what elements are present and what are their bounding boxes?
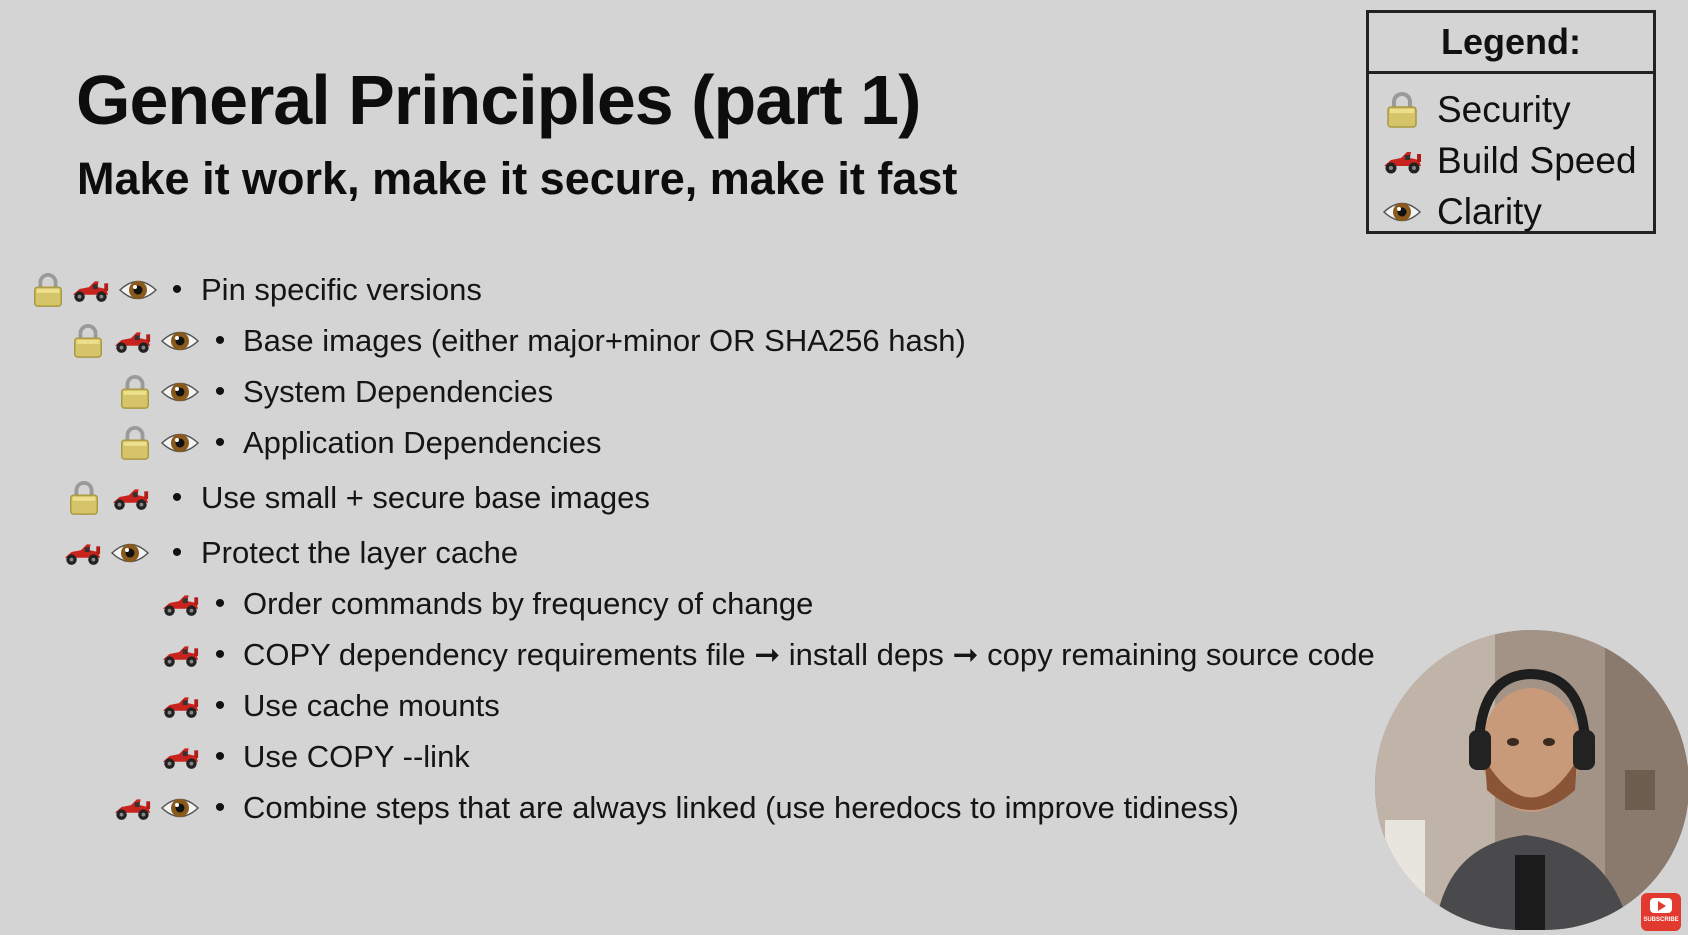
eye-icon [118, 272, 158, 308]
presenter-webcam [1375, 630, 1688, 930]
race-car-icon [1381, 142, 1423, 180]
bullet-item [0, 786, 1400, 830]
eye-icon [160, 790, 200, 826]
bullet-item [0, 735, 1400, 779]
bullet-item [0, 684, 1400, 728]
slide-subtitle: Make it work, make it secure, make it fast [77, 153, 958, 204]
bullet-item [0, 582, 1400, 626]
subscribe-label: SUBSCRIBE [1643, 917, 1679, 923]
legend-heading: Legend: [1369, 13, 1653, 74]
legend-item-clarity [1381, 187, 1542, 237]
bullet-item [0, 633, 1400, 677]
bullet-text: Use COPY --link [243, 739, 470, 774]
legend-label-build-speed: Build Speed [1437, 140, 1637, 181]
race-car-icon [160, 688, 200, 724]
bullet-marker: • [171, 273, 183, 306]
bullet-marker: • [214, 689, 226, 722]
race-car-icon [160, 739, 200, 775]
race-car-icon [112, 323, 152, 359]
lock-icon [68, 323, 108, 359]
race-car-icon [70, 272, 110, 308]
eye-icon [160, 323, 200, 359]
bullet-marker: • [171, 481, 183, 514]
bullet-marker: • [171, 536, 183, 569]
bullet-text: Use cache mounts [243, 688, 500, 723]
bullet-item [0, 421, 1400, 465]
bullet-text: COPY dependency requirements file ➞ install deps ➞ copy remaining source code [243, 637, 1375, 672]
subscribe-button[interactable] [1641, 893, 1681, 931]
bullet-marker: • [214, 740, 226, 773]
lock-icon [115, 425, 155, 461]
race-car-icon [112, 790, 152, 826]
legend-label-security: Security [1437, 89, 1571, 130]
race-car-icon [110, 480, 150, 516]
bullet-item [0, 370, 1400, 414]
legend-item-security [1381, 85, 1571, 135]
legend-label-clarity: Clarity [1437, 191, 1542, 232]
legend-item-build-speed [1381, 136, 1637, 186]
lock-icon [1381, 91, 1423, 129]
play-icon [1650, 898, 1672, 913]
bullet-marker: • [214, 791, 226, 824]
bullet-marker: • [214, 587, 226, 620]
bullet-marker: • [214, 638, 226, 671]
bullet-text: Use small + secure base images [201, 480, 650, 515]
bullet-text: Protect the layer cache [201, 535, 519, 570]
bullet-text: Pin specific versions [201, 272, 482, 307]
eye-icon [110, 535, 150, 571]
bullet-item [0, 531, 1400, 575]
bullet-text: Order commands by frequency of change [243, 586, 814, 621]
lock-icon [115, 374, 155, 410]
legend-box [1366, 10, 1656, 234]
eye-icon [160, 374, 200, 410]
bullet-marker: • [214, 426, 226, 459]
bullet-marker: • [214, 375, 226, 408]
race-car-icon [160, 586, 200, 622]
race-car-icon [160, 637, 200, 673]
bullet-item [0, 268, 1400, 312]
bullet-text: System Dependencies [243, 374, 554, 409]
lock-icon [28, 272, 68, 308]
bullet-item [0, 476, 1400, 520]
bullet-text: Combine steps that are always linked (use heredocs to improve tidiness) [243, 790, 1239, 825]
eye-icon [160, 425, 200, 461]
race-car-icon [62, 535, 102, 571]
eye-icon [1381, 193, 1423, 231]
lock-icon [64, 480, 104, 516]
bullet-item [0, 319, 1400, 363]
bullet-text: Base images (either major+minor OR SHA256 hash) [243, 323, 966, 358]
bullet-marker: • [214, 324, 226, 357]
bullet-text: Application Dependencies [243, 425, 602, 460]
slide-title: General Principles (part 1) [76, 61, 921, 139]
